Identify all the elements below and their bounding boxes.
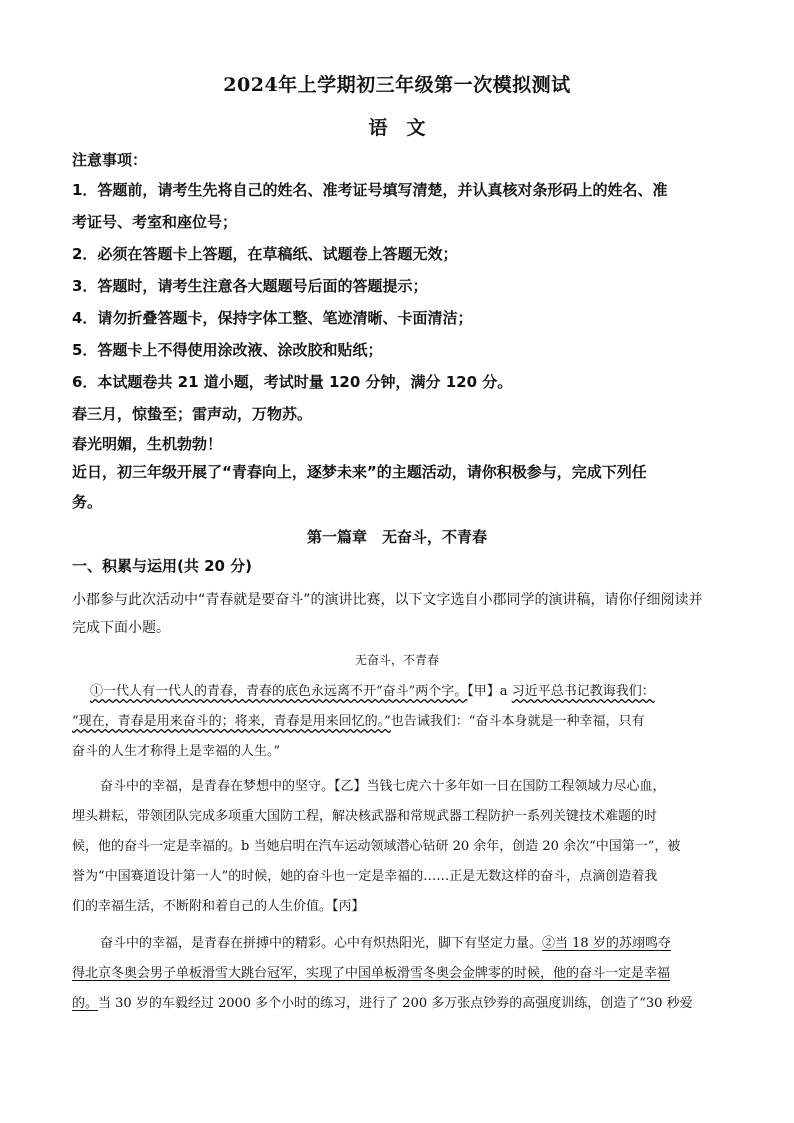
intro-line: 春三月，惊蛰至；雷声动，万物苏。 bbox=[72, 405, 313, 423]
instruction-line: 完成下面小题。 bbox=[72, 620, 170, 636]
speech-paragraph-2-line: 们的幸福生活，不断附和着自己的人生价值。【丙】 bbox=[72, 899, 365, 914]
speech-paragraph-3-line-2 bbox=[72, 965, 670, 983]
notice-line: 2．必须在答题卡上答题，在草稿纸、试题卷上答题无效； bbox=[72, 245, 458, 263]
chapter-title: 第一篇章 无奋斗，不青春 bbox=[306, 528, 487, 546]
speech-paragraph-3-line-1 bbox=[100, 935, 671, 953]
notice-line: 4．请勿折叠答题卡，保持字体工整、笔迹清晰、卡面清洁； bbox=[72, 309, 473, 327]
exam-title: 2024年上学期初三年级第一次模拟测试 bbox=[223, 74, 571, 96]
section-heading: 一、积累与运用(共 20 分) bbox=[72, 557, 253, 575]
notice-line: 考证号、考室和座位号； bbox=[72, 213, 238, 231]
speech-paragraph-1-line-2 bbox=[72, 713, 644, 731]
instruction-line: 小郡参与此次活动中“青春就是要奋斗”的演讲比赛，以下文字选自小郡同学的演讲稿，请你仔细阅读并 bbox=[72, 592, 703, 608]
intro-line: 近日，初三年级开展了“青春向上，逐梦未来”的主题活动，请你积极参与，完成下列任 bbox=[72, 463, 647, 481]
notice-heading: 注意事项： bbox=[72, 151, 148, 169]
speech-paragraph-2-line: 誉为“中国赛道设计第一人”的时候，她的奋斗也一定是幸福的……正是无数这样的奋斗，点滴创造着我 bbox=[72, 869, 658, 884]
underlined-quote: “现在，青春是用来奋斗的；将来，青春是用来回忆的。” bbox=[72, 714, 391, 729]
notice-line: 1．答题前，请考生先将自己的姓名、准考证号填写清楚，并认真核对条形码上的姓名、准 bbox=[72, 181, 668, 199]
notice-line: 5．答题卡上不得使用涂改液、涂改胶和贴纸； bbox=[72, 341, 383, 359]
underlined-sentence-2-end: 的。 bbox=[72, 996, 99, 1011]
speech-text: 当 30 岁的车毅经过 2000 多个小时的练习，进行了 200 多万张点钞券的高强度训练，创造了“30 秒爱 bbox=[98, 996, 693, 1011]
underlined-sentence-1: ①一代人有一代人的青春，青春的底色永远离不开“奋斗”两个字。 bbox=[90, 684, 468, 699]
speech-paragraph-3-line-3 bbox=[72, 995, 693, 1013]
underlined-sentence-2-cont: 得北京冬奥会男子单板滑雪大跳台冠军，实现了中国单板滑雪冬奥会金牌零的时候，他的奋斗一定是幸福 bbox=[72, 966, 671, 981]
marker-jia: 【甲】a bbox=[467, 684, 512, 699]
exam-subject: 语 文 bbox=[368, 117, 426, 139]
underlined-sentence-2: ②当 18 岁的苏翊鸣夺 bbox=[542, 936, 671, 951]
speech-paragraph-2-line: 候，他的奋斗一定是幸福的。b 当她启明在汽车运动领域潜心钻研 20 余年，创造 20 余次“中国第一”，被 bbox=[72, 839, 681, 854]
notice-line: 3．答题时，请考生注意各大题题号后面的答题提示； bbox=[72, 277, 428, 295]
notice-line: 6．本试题卷共 21 道小题，考试时量 120 分钟，满分 120 分。 bbox=[72, 373, 513, 391]
speech-paragraph-1-line-3: 奋斗的人生才称得上是幸福的人生。” bbox=[72, 744, 281, 759]
speech-paragraph-2-line: 埋头耕耘，带领团队完成多项重大国防工程，解决核武器和常规武器工程防护一系列关键技术难题的时 bbox=[72, 809, 658, 824]
speech-text: 奋斗中的幸福，是青春在拼搏中的精彩。心中有炽热阳光，脚下有坚定力量。 bbox=[100, 936, 543, 951]
underlined-sentence-a: 习近平总书记教诲我们： bbox=[511, 684, 655, 699]
intro-line: 春光明媚，生机勃勃！ bbox=[72, 435, 223, 453]
intro-line: 务。 bbox=[72, 493, 103, 511]
speech-text: 也告诫我们：“奋斗本身就是一种幸福，只有 bbox=[390, 714, 645, 729]
speech-title: 无奋斗，不青春 bbox=[354, 653, 439, 667]
speech-paragraph-1-line-1 bbox=[90, 683, 655, 701]
speech-paragraph-2-line: 奋斗中的幸福，是青春在梦想中的坚守。【乙】当钱七虎六十多年如一日在国防工程领域力尽心血， bbox=[100, 779, 666, 794]
